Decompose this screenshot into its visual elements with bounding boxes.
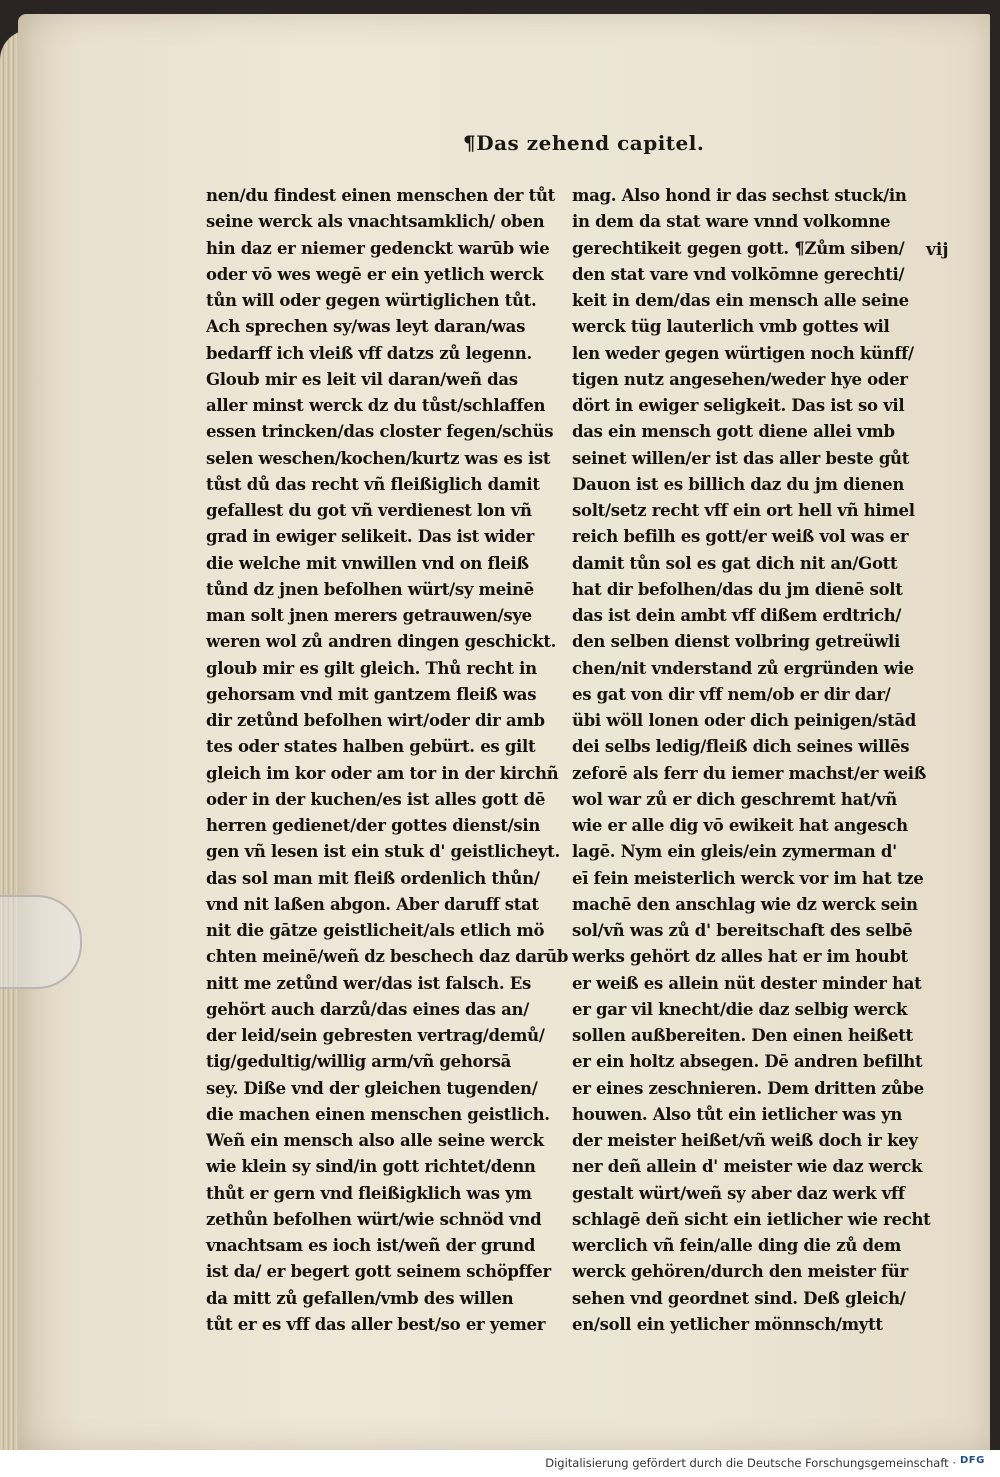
page-clip <box>0 895 82 989</box>
text-line: wol war zů er dich geschremt hat/vñ <box>572 789 897 809</box>
text-line: zeforē als ferr du iemer machst/er weiß <box>572 763 926 783</box>
text-line: chten meinē/weñ dz beschech daz darūb <box>206 947 569 967</box>
text-line: den selben dienst volbring getreüwli <box>572 632 900 652</box>
text-line: der leid/sein gebresten vertrag/demů/ <box>206 1026 545 1045</box>
text-line: eī fein meisterlich werck vor im hat tze <box>572 868 924 888</box>
text-line: mag. Also hond ir das sechst stuck/in <box>572 186 907 205</box>
text-line: wie er alle dig vō ewikeit hat angesch <box>572 816 908 835</box>
text-line: selen weschen/kochen/kurtz was es ist <box>206 448 551 468</box>
text-line: Dauon ist es billich daz du jm dienen <box>572 474 905 494</box>
text-line: hin daz er niemer gedenckt warūb wie <box>206 238 550 258</box>
text-line: herren gedienet/der gottes dienst/sin <box>206 816 541 835</box>
chapter-heading: ¶Das zehend capitel. <box>463 131 705 155</box>
text-line: gerechtikeit gegen gott. ¶Zům siben/ <box>572 238 905 258</box>
text-line: damit tůn sol es gat dich nit an/Gott <box>572 553 898 573</box>
text-line: in dem da stat ware vnnd volkomne <box>572 212 891 232</box>
text-line: nen/du findest einen menschen der tůt <box>206 186 555 205</box>
text-line: grad in ewiger selikeit. Das ist wider <box>206 527 535 547</box>
text-line: tůn will oder gegen würtiglichen tůt. <box>206 291 537 310</box>
text-line: die machen einen menschen geistlich. <box>206 1104 550 1124</box>
text-line: seinet willen/er ist das aller beste gůt <box>572 448 910 468</box>
text-line: er weiß es allein nüt dester minder hat <box>572 973 922 993</box>
text-line: da mitt zů gefallen/vmb des willen <box>206 1288 514 1308</box>
text-line: bedarff ich vleiß vff datzs zů legenn. <box>206 343 532 363</box>
text-line: solt/setz recht vff ein ort hell vñ himel <box>572 501 915 520</box>
text-line: machē den anschlag wie dz werck sein <box>572 894 918 914</box>
text-line: lagē. Nym ein gleis/ein zymerman d' <box>572 842 897 862</box>
text-line: ner deñ allein d' meister wie daz werck <box>572 1157 923 1177</box>
text-line: keit in dem/das ein mensch alle seine <box>572 291 909 310</box>
text-line: das sol man mit fleiß ordenlich thůn/ <box>206 868 540 888</box>
text-line: tigen nutz angesehen/weder hye oder <box>572 369 908 389</box>
text-line: er ein holtz absegen. Dē andren befilht <box>572 1052 923 1072</box>
text-line: gefallest du got vñ verdienest lon vñ <box>206 501 532 520</box>
text-line: übi wöll lonen oder dich peinigen/stād <box>572 711 916 730</box>
text-line: thůt er gern vnd fleißigklich was ym <box>206 1183 532 1203</box>
text-line: werck tüg lauterlich vmb gottes wil <box>572 317 890 337</box>
folio-number: vij <box>926 240 949 260</box>
text-line: das ein mensch gott diene allei vmb <box>572 422 895 442</box>
text-line: seine werck als vnachtsamklich/ oben <box>206 212 545 232</box>
dfg-logo: DFG <box>960 1455 985 1466</box>
text-line: dört in ewiger seligkeit. Das ist so vil <box>572 396 905 415</box>
text-line: sol/vñ was zů d' bereitschaft des selbē <box>572 921 913 940</box>
text-line: weren wol zů andren dingen geschickt. <box>206 632 557 652</box>
text-line: sehen vnd geordnet sind. Deß gleich/ <box>572 1288 906 1308</box>
text-line: sey. Diße vnd der gleichen tugenden/ <box>206 1078 538 1098</box>
text-line: en/soll ein yetlicher mönnsch/mytt <box>572 1314 883 1334</box>
left-text-column <box>206 183 569 1338</box>
text-line: tůnd dz jnen befolhen würt/sy meinē <box>206 579 534 599</box>
text-line: reich befilh es gott/er weiß vol was er <box>572 527 909 547</box>
text-line: wie klein sy sind/in gott richtet/denn <box>206 1157 536 1177</box>
text-line: Gloub mir es leit vil daran/weñ das <box>206 369 518 389</box>
text-line: werclich vñ fein/alle ding die zů dem <box>572 1236 902 1255</box>
text-line: essen trincken/das closter fegen/schüs <box>206 422 554 442</box>
text-line: sollen außbereiten. Den einen heißett <box>572 1026 913 1045</box>
text-line: ist da/ er begert gott seinem schöpffer <box>206 1262 551 1282</box>
text-line: er eines zeschnieren. Dem dritten zůbe <box>572 1078 924 1098</box>
text-line: gleich im kor oder am tor in der kirchñ <box>206 763 559 783</box>
text-line: nitt me zetůnd wer/das ist falsch. Es <box>206 973 531 993</box>
text-line: tůst dů das recht vñ fleißiglich damit <box>206 474 540 494</box>
text-line: gen vñ lesen ist ein stuk d' geistlicheyt. <box>206 842 560 862</box>
text-line: houwen. Also tůt ein ietlicher was yn <box>572 1104 903 1124</box>
text-line: gehört auch darzů/das eines das an/ <box>206 999 529 1019</box>
text-line: aller minst werck dz du tůst/schlaffen <box>206 396 546 415</box>
text-line: gehorsam vnd mit gantzem fleiß was <box>206 684 537 704</box>
text-line: tes oder states halben gebürt. es gilt <box>206 737 536 757</box>
text-line: len weder gegen würtigen noch künff/ <box>572 343 914 363</box>
text-line: werks gehört dz alles hat er im houbt <box>572 947 908 967</box>
right-text-column <box>572 183 931 1338</box>
text-line: hat dir befolhen/das du jm dienē solt <box>572 579 903 599</box>
text-line: er gar vil knecht/die daz selbig werck <box>572 999 908 1019</box>
text-line: es gat von dir vff nem/ob er dir dar/ <box>572 684 891 704</box>
text-line: schlagē deñ sicht ein ietlicher wie recht <box>572 1209 931 1229</box>
text-line: Weñ ein mensch also alle seine werck <box>206 1131 544 1150</box>
text-line: Ach sprechen sy/was leyt daran/was <box>206 317 526 337</box>
text-line: gloub mir es gilt gleich. Thů recht in <box>206 658 537 678</box>
text-line: nit die gātze geistlicheit/als etlich mö <box>206 921 545 940</box>
text-line: chen/nit vnderstand zů ergründen wie <box>572 658 914 678</box>
text-line: der meister heißet/vñ weiß doch ir key <box>572 1131 918 1150</box>
text-line: tig/gedultig/willig arm/vñ gehorsā <box>206 1052 512 1072</box>
footer-credit: Digitalisierung gefördert durch die Deutsche Forschungsgemeinschaft · <box>545 1456 956 1470</box>
text-line: oder vō wes wegē er ein yetlich werck <box>206 264 544 284</box>
text-line: dei selbs ledig/fleiß dich seines willēs <box>572 737 910 757</box>
text-line: werck gehören/durch den meister für <box>572 1262 909 1282</box>
text-line: vnd nit laßen abgon. Aber daruff stat <box>206 894 539 914</box>
text-line: tůt er es vff das aller best/so er yemer <box>206 1314 546 1334</box>
text-line: das ist dein ambt vff dißem erdtrich/ <box>572 606 902 625</box>
text-line: vnachtsam es ioch ist/weñ der grund <box>206 1236 536 1255</box>
text-line: man solt jnen merers getrauwen/sye <box>206 606 532 625</box>
text-line: den stat vare vnd volkōmne gerechti/ <box>572 264 905 284</box>
text-line: zethůn befolhen würt/wie schnöd vnd <box>206 1209 542 1229</box>
text-line: die welche mit vnwillen vnd on fleiß <box>206 553 529 573</box>
text-line: gestalt würt/weñ sy aber daz werk vff <box>572 1183 905 1203</box>
text-line: dir zetůnd befolhen wirt/oder dir amb <box>206 711 545 730</box>
text-line: oder in der kuchen/es ist alles gott dē <box>206 789 546 809</box>
